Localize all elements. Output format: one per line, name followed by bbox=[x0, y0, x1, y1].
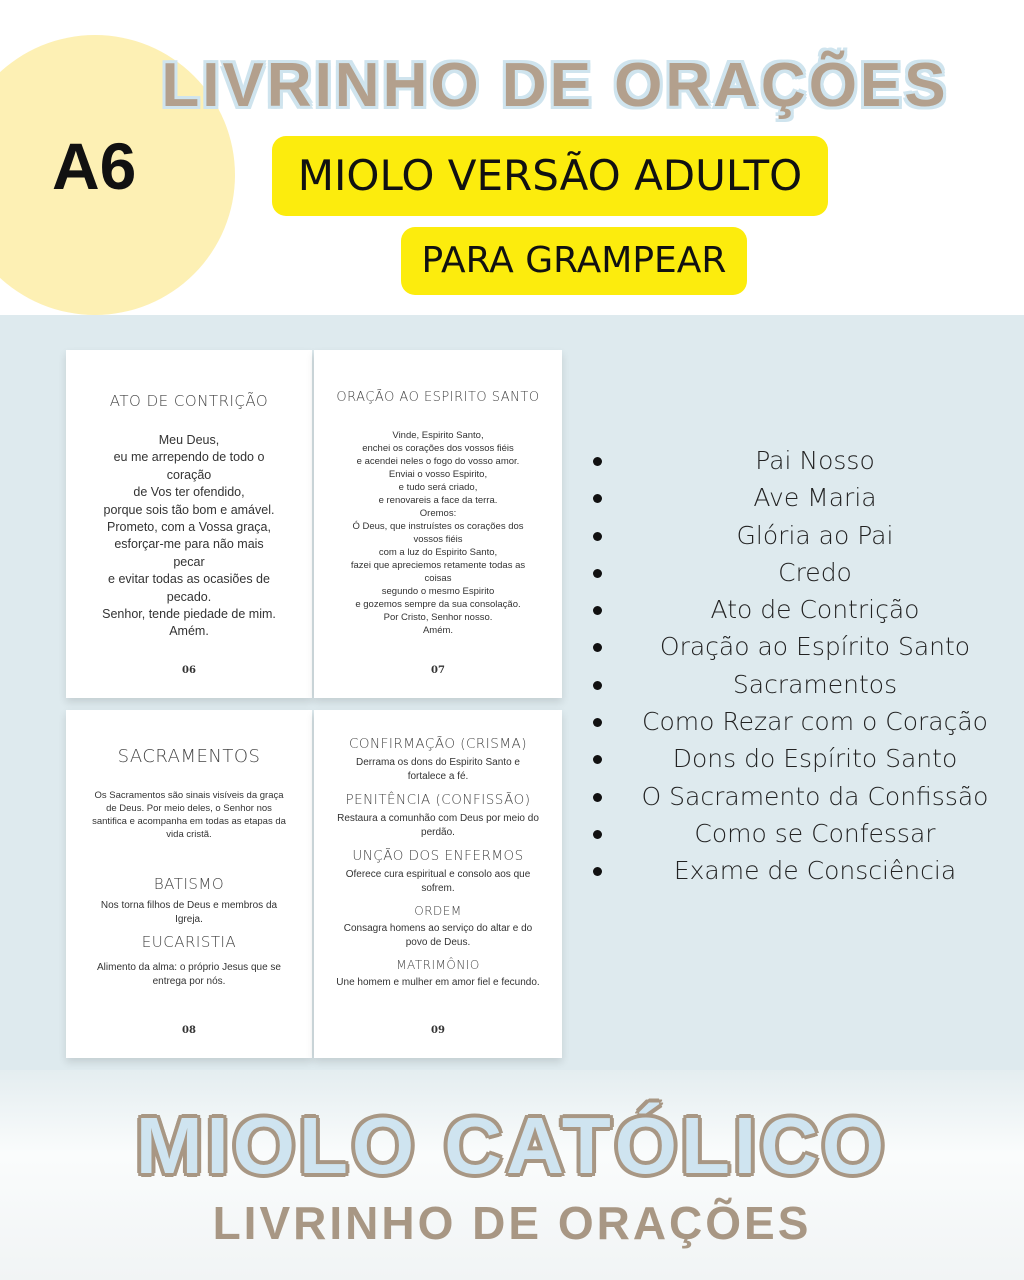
section-title: PENITÊNCIA (CONFISSÃO) bbox=[345, 792, 531, 808]
footer-title: MIOLO CATÓLICO bbox=[135, 1101, 889, 1190]
section-title: EUCARISTIA bbox=[141, 933, 237, 951]
page-number: 06 bbox=[182, 665, 196, 676]
text-line: e gozemos sempre da sua consolação. bbox=[355, 599, 521, 610]
page-body bbox=[314, 429, 562, 637]
section-desc: Derrama os dons do Espirito Santo e fortalece a fé. bbox=[356, 757, 520, 782]
footer-subtitle: LIVRINHO DE ORAÇÕES bbox=[212, 1197, 812, 1249]
bullet-icon bbox=[593, 532, 602, 541]
text-line: e renovareis a face da terra. bbox=[378, 495, 498, 506]
bullet-icon bbox=[593, 606, 602, 615]
text-line: eu me arrependo de todo o bbox=[113, 450, 265, 465]
contents-item bbox=[585, 819, 1015, 856]
page-title: ATO DE CONTRIÇÃO bbox=[109, 392, 269, 410]
contents-item-label: Oração ao Espírito Santo bbox=[659, 632, 971, 662]
section-desc: Alimento da alma: o próprio Jesus que se entrega por nós. bbox=[97, 962, 281, 987]
bullet-icon bbox=[593, 494, 602, 503]
text-line: Senhor, tende piedade de mim. bbox=[102, 607, 276, 622]
text-line: de Vos ter ofendido, bbox=[133, 485, 245, 500]
text-line: Por Cristo, Senhor nosso. bbox=[383, 612, 493, 623]
text-line: coisas bbox=[424, 573, 452, 584]
page-intro: Os Sacramentos são sinais visíveis da graça de Deus. Por meio deles, o Senhor nos santifica e acompanha em todas as etapas da vida cristã. bbox=[92, 790, 286, 840]
section-desc: Consagra homens ao serviço do altar e do povo de Deus. bbox=[343, 923, 533, 948]
page-07 bbox=[314, 350, 562, 698]
contents-item bbox=[585, 782, 1015, 819]
page-06 bbox=[66, 350, 312, 698]
section-title: MATRIMÔNIO bbox=[396, 958, 480, 972]
section-desc: Restaura a comunhão com Deus por meio do perdão. bbox=[337, 813, 539, 838]
page-08 bbox=[66, 710, 312, 1058]
binding-badge: PARA GRAMPEAR bbox=[401, 227, 747, 295]
contents-item-label: Como Rezar com o Coração bbox=[642, 707, 988, 737]
main-title: LIVRINHO DE ORAÇÕES bbox=[161, 51, 949, 120]
text-line: Prometo, com a Vossa graça, bbox=[107, 520, 271, 535]
bullet-icon bbox=[593, 755, 602, 764]
text-line: Enviai o vosso Espirito, bbox=[388, 469, 488, 480]
contents-item-label: Glória ao Pai bbox=[736, 520, 894, 550]
page-title: ORAÇÃO AO ESPIRITO SANTO bbox=[336, 390, 540, 405]
contents-item-label: Sacramentos bbox=[732, 669, 898, 699]
text-line: Vinde, Espirito Santo, bbox=[392, 430, 484, 441]
contents-list bbox=[585, 446, 1015, 894]
bullet-icon bbox=[593, 457, 602, 466]
text-line: segundo o mesmo Espirito bbox=[381, 586, 495, 597]
section-title: ORDEM bbox=[414, 904, 462, 918]
text-line: pecar bbox=[173, 554, 205, 569]
contents-item-label: Pai Nosso bbox=[755, 446, 875, 475]
section-title: BATISMO bbox=[153, 875, 225, 893]
bullet-icon bbox=[593, 793, 602, 802]
contents-item bbox=[585, 595, 1015, 632]
bullet-icon bbox=[593, 830, 602, 839]
text-line: fazei que apreciemos retamente todas as bbox=[350, 560, 526, 571]
size-label: A6 bbox=[52, 129, 137, 203]
page-title: SACRAMENTOS bbox=[117, 746, 261, 767]
contents-item-label: Ato de Contrição bbox=[710, 595, 920, 625]
contents-item-label: Exame de Consciência bbox=[673, 856, 957, 886]
text-line: pecado. bbox=[166, 589, 212, 604]
text-line: com a luz do Espirito Santo, bbox=[378, 547, 498, 558]
contents-item-label: Como se Confessar bbox=[694, 818, 936, 848]
text-line: Ó Deus, que instruístes os corações dos bbox=[352, 521, 524, 532]
text-line: Oremos: bbox=[419, 508, 457, 519]
text-line: Meu Deus, bbox=[158, 433, 220, 447]
bullet-icon bbox=[593, 681, 602, 690]
section-desc: Nos torna filhos de Deus e membros da Igreja. bbox=[100, 900, 278, 925]
version-badge: MIOLO VERSÃO ADULTO bbox=[272, 136, 828, 216]
contents-item-label: Dons do Espírito Santo bbox=[672, 744, 958, 774]
text-line: e tudo será criado, bbox=[398, 482, 478, 493]
contents-item bbox=[585, 483, 1015, 520]
contents-item bbox=[585, 521, 1015, 558]
text-line: Amém. bbox=[422, 625, 454, 636]
text-line: vossos fiéis bbox=[413, 534, 463, 545]
text-line: porque sois tão bom e amável. bbox=[103, 502, 275, 517]
page-sections bbox=[314, 710, 562, 990]
page-09 bbox=[314, 710, 562, 1058]
section-title: CONFIRMAÇÃO (CRISMA) bbox=[348, 736, 528, 752]
bullet-icon bbox=[593, 569, 602, 578]
contents-item bbox=[585, 670, 1015, 707]
page-number: 07 bbox=[431, 665, 445, 676]
bullet-icon bbox=[593, 718, 602, 727]
text-line: e acendei neles o fogo do vosso amor. bbox=[356, 456, 520, 467]
contents-item bbox=[585, 446, 1015, 483]
text-line: Amém. bbox=[169, 624, 209, 639]
text-line: e evitar todas as ocasiões de bbox=[108, 572, 270, 587]
contents-item bbox=[585, 744, 1015, 781]
text-line: esforçar-me para não mais bbox=[114, 537, 264, 552]
contents-item bbox=[585, 632, 1015, 669]
page-number: 09 bbox=[431, 1025, 445, 1036]
bullet-icon bbox=[593, 643, 602, 652]
bullet-icon bbox=[593, 867, 602, 876]
contents-item bbox=[585, 707, 1015, 744]
text-line: enchei os corações dos vossos fiéis bbox=[362, 443, 514, 454]
section-desc: Une homem e mulher em amor fiel e fecundo. bbox=[336, 977, 540, 988]
section-title: UNÇÃO DOS ENFERMOS bbox=[352, 848, 524, 864]
contents-item bbox=[585, 856, 1015, 893]
contents-item-label: Ave Maria bbox=[753, 483, 877, 513]
text-line: coração bbox=[166, 467, 212, 482]
contents-item-label: Credo bbox=[778, 557, 852, 587]
contents-item bbox=[585, 558, 1015, 595]
section-desc: Oferece cura espiritual e consolo aos que sofrem. bbox=[345, 869, 531, 894]
page-body bbox=[66, 432, 312, 641]
page-number: 08 bbox=[182, 1025, 196, 1036]
contents-item-label: O Sacramento da Confissão bbox=[641, 781, 989, 811]
